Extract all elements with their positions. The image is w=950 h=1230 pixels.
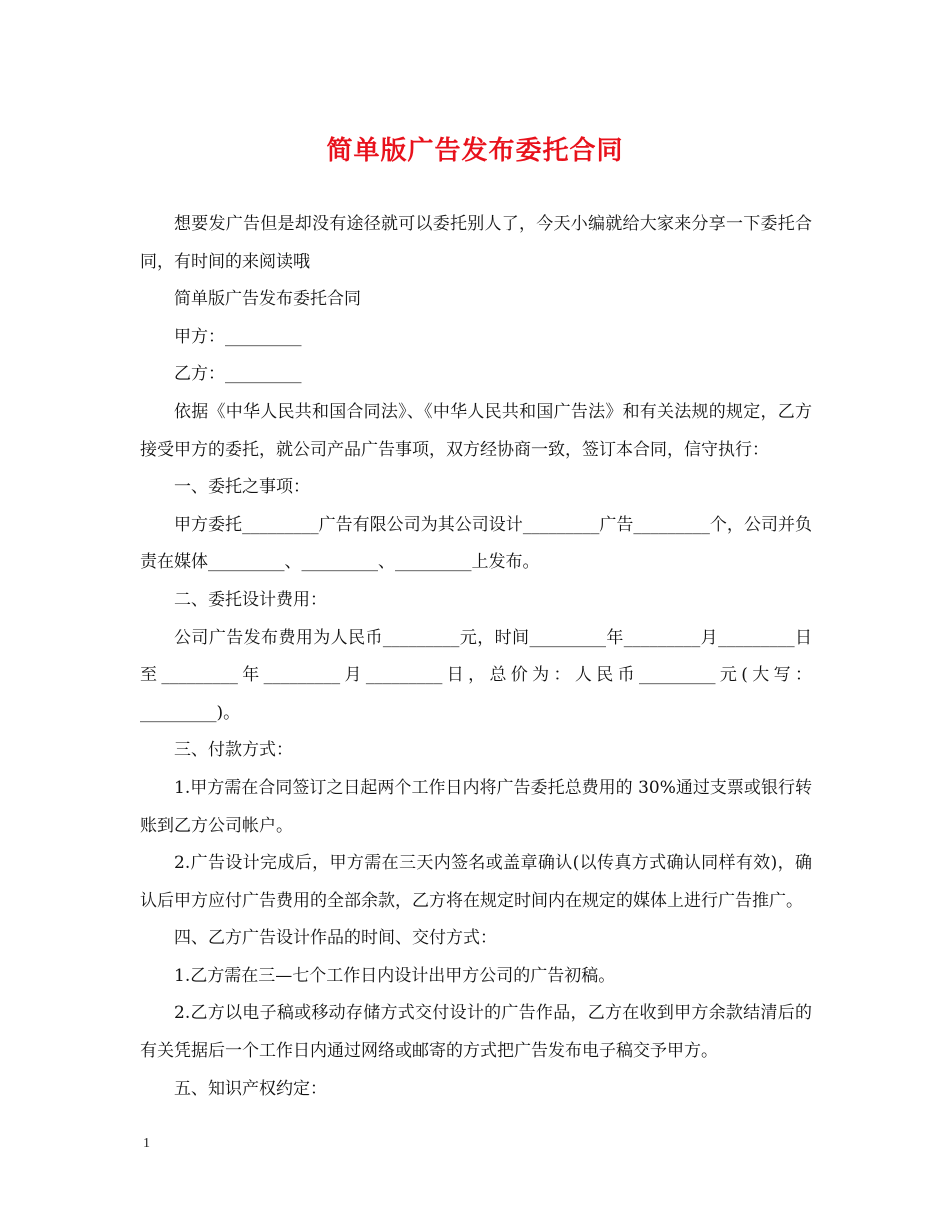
paragraph-legal-basis: 依据《中华人民共和国合同法》、《中华人民共和国广告法》和有关法规的规定，乙方接受甲方的委托，就公司产品广告事项，双方经协商一致，签订本合同，信守执行：	[140, 401, 812, 460]
section-heading-2: 二、委托设计费用：	[174, 589, 327, 610]
paragraph-section-4-item-2: 2.乙方以电子稿或移动存储方式交付设计的广告作品，乙方在收到甲方余款结清后的有关凭据后一个工作日内通过网络或邮寄的方式把广告发布电子稿交予甲方。	[140, 1003, 812, 1062]
paragraph-section-3-item-2: 2.广告设计完成后，甲方需在三天内签名或盖章确认(以传真方式确认同样有效)，确认后甲方应付广告费用的全部余款，乙方将在规定时间内在规定的媒体上进行广告推广。	[140, 853, 812, 911]
paragraph-section-3-item-1: 1.甲方需在合同签订之日起两个工作日内将广告委托总费用的 30%通过支票或银行转账到乙方公司帐户。	[140, 777, 812, 836]
paragraph-section-1: 甲方委托_________广告有限公司为其公司设计_________广告_________个，公司并负责在媒体_________、_________、_________上发布。	[140, 514, 812, 573]
paragraph-section-2: 公司广告发布费用为人民币_________元，时间_________年_________月_________日至_________年_________月_________日，总价为：人民币_________元(大写：_________)。	[140, 627, 812, 723]
paragraph-intro: 想要发广告但是却没有途径就可以委托别人了，今天小编就给大家来分享一下委托合同，有时间的来阅读哦	[140, 214, 812, 272]
section-heading-4: 四、乙方广告设计作品的时间、交付方式：	[174, 928, 497, 949]
page-number: 1	[143, 1136, 150, 1151]
section-heading-5: 五、知识产权约定：	[174, 1078, 327, 1099]
section-heading-1: 一、委托之事项：	[174, 477, 310, 498]
paragraph-section-4-item-1: 1.乙方需在三—七个工作日内设计出甲方公司的广告初稿。	[174, 965, 616, 986]
paragraph-party-b: 乙方：_________	[174, 364, 302, 385]
paragraph-contract-name: 简单版广告发布委托合同	[174, 289, 361, 310]
paragraph-party-a: 甲方：_________	[174, 326, 302, 347]
section-heading-3: 三、付款方式：	[174, 740, 293, 761]
document-title: 简单版广告发布委托合同	[326, 136, 624, 166]
document-body	[140, 206, 812, 1108]
